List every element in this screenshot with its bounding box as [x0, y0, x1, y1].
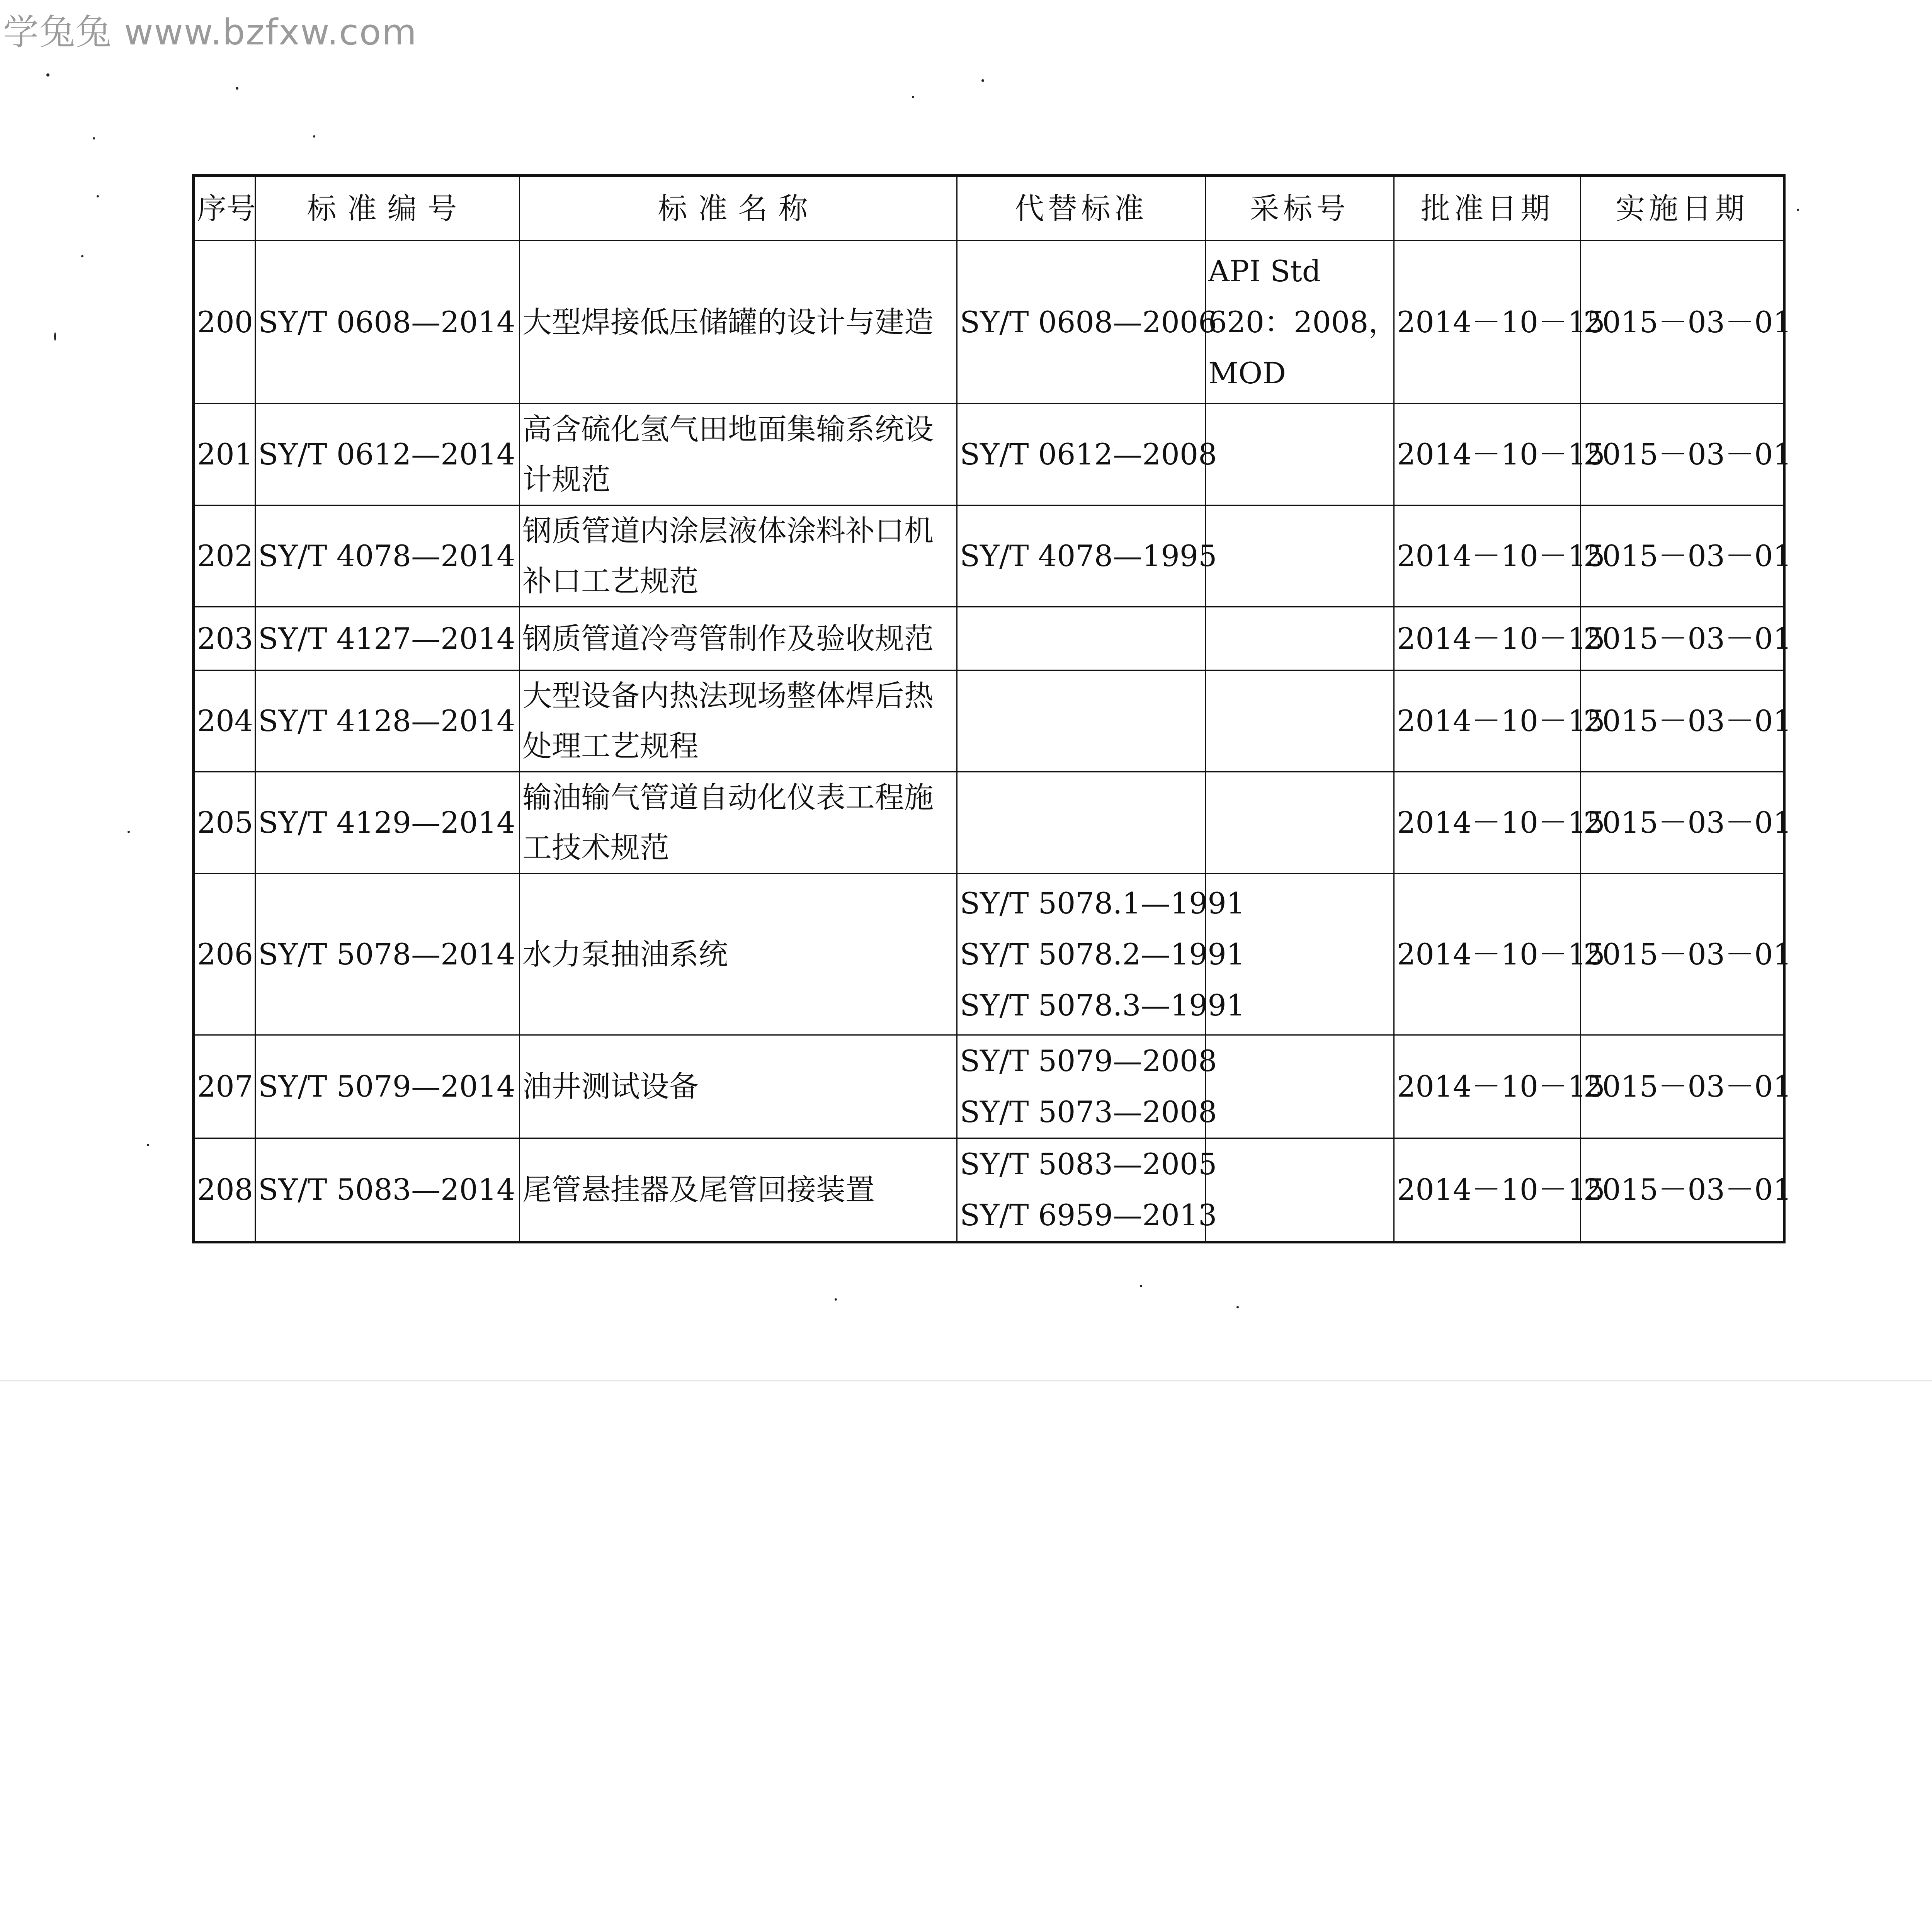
- replaced-standard: [957, 404, 1217, 505]
- replaced-standard: [957, 670, 1206, 772]
- approval-date: 2014－10－15: [1394, 241, 1581, 404]
- table-row: [194, 241, 1784, 404]
- standard-code: SY/T 5083—2014: [255, 1138, 520, 1242]
- table-header-row: [194, 176, 1784, 241]
- scan-speck: [128, 831, 130, 833]
- adopted-standard: [1206, 772, 1394, 874]
- scan-speck: [236, 87, 238, 90]
- replaced-standard-item: SY/T 5083—2005: [960, 1147, 1217, 1181]
- effective-date: 2015－03－01: [1581, 772, 1784, 874]
- effective-date: 2015－03－01: [1581, 670, 1784, 772]
- standard-name: 钢质管道内涂层液体涂料补口机补口工艺规范: [520, 505, 957, 607]
- adopted-standard: [1206, 404, 1394, 505]
- standard-name: 大型设备内热法现场整体焊后热处理工艺规程: [520, 670, 957, 772]
- approval-date: 2014－10－15: [1394, 1138, 1581, 1242]
- standard-code: SY/T 4127—2014: [255, 607, 520, 670]
- row-number: 205: [194, 772, 255, 874]
- effective-date: 2015－03－01: [1581, 404, 1784, 505]
- adopted-standard-line: 620：2008，: [1208, 304, 1398, 339]
- effective-date: 2015－03－01: [1581, 241, 1784, 404]
- table-row: [194, 404, 1784, 505]
- standard-name: 大型焊接低压储罐的设计与建造: [520, 241, 957, 404]
- adopted-standard: [1206, 607, 1394, 670]
- replaced-standard: [957, 607, 1206, 670]
- standard-name: 尾管悬挂器及尾管回接装置: [520, 1138, 957, 1242]
- standard-name: 输油输气管道自动化仪表工程施工技术规范: [520, 772, 957, 874]
- replaced-standard-item: SY/T 5079—2008: [960, 1044, 1217, 1078]
- table-row: [194, 874, 1784, 1035]
- replaced-standard-item: SY/T 5078.2—1991: [960, 937, 1245, 971]
- standard-name: 高含硫化氢气田地面集输系统设计规范: [520, 404, 957, 505]
- replaced-standard-item: SY/T 5078.3—1991: [960, 988, 1245, 1022]
- adopted-standard: [1206, 1035, 1394, 1138]
- row-number: 206: [194, 874, 255, 1035]
- table-row: [194, 607, 1784, 670]
- row-number: 202: [194, 505, 255, 607]
- scan-speck: [147, 1144, 149, 1146]
- effective-date: 2015－03－01: [1581, 607, 1784, 670]
- scan-speck: [54, 332, 56, 341]
- scan-speck: [1236, 1306, 1239, 1308]
- replaced-standard-item: SY/T 5078.1—1991: [960, 886, 1245, 920]
- header-cell: 采标号: [1206, 176, 1394, 241]
- replaced-standard: [957, 1035, 1217, 1138]
- header-cell: 代替标准: [957, 176, 1206, 241]
- scan-speck: [313, 135, 315, 138]
- approval-date: 2014－10－15: [1394, 505, 1581, 607]
- standard-code: SY/T 5079—2014: [255, 1035, 520, 1138]
- scan-speck: [81, 255, 83, 257]
- effective-date: 2015－03－01: [1581, 1138, 1784, 1242]
- replaced-standard-item: SY/T 0608—2006: [960, 304, 1217, 339]
- row-number: 200: [194, 241, 255, 404]
- scan-speck: [1140, 1285, 1142, 1287]
- scan-speck: [912, 96, 914, 98]
- adopted-standard: [1206, 241, 1398, 404]
- standard-code: SY/T 0608—2014: [255, 241, 520, 404]
- replaced-standard: [957, 874, 1245, 1035]
- scan-speck: [981, 79, 984, 82]
- standard-code: SY/T 4078—2014: [255, 505, 520, 607]
- adopted-standard: [1206, 670, 1394, 772]
- standard-code: SY/T 4129—2014: [255, 772, 520, 874]
- standard-name: 油井测试设备: [520, 1035, 957, 1138]
- replaced-standard: [957, 772, 1206, 874]
- scan-speck: [1797, 209, 1799, 211]
- header-cell: 标准编号: [255, 176, 520, 241]
- standard-code: SY/T 0612—2014: [255, 404, 520, 505]
- approval-date: 2014－10－15: [1394, 670, 1581, 772]
- scan-speck: [93, 137, 95, 139]
- watermark-text: 学兔兔 www.bzfxw.com: [3, 12, 417, 53]
- scan-page-edge: [0, 1380, 1932, 1381]
- standard-code: SY/T 5078—2014: [255, 874, 520, 1035]
- approval-date: 2014－10－15: [1394, 607, 1581, 670]
- adopted-standard-line: API Std: [1208, 253, 1321, 288]
- row-number: 207: [194, 1035, 255, 1138]
- row-number: 204: [194, 670, 255, 772]
- header-cell: 序号: [194, 176, 255, 241]
- replaced-standard: [957, 241, 1217, 404]
- replaced-standard: [957, 1138, 1217, 1242]
- header-cell: 标准名称: [520, 176, 957, 241]
- replaced-standard-item: SY/T 5073—2008: [960, 1095, 1217, 1129]
- adopted-standard: [1206, 1138, 1394, 1242]
- scan-speck: [97, 195, 99, 197]
- adopted-standard-line: MOD: [1208, 355, 1286, 390]
- table-row: [194, 772, 1784, 874]
- standard-name: 水力泵抽油系统: [520, 874, 957, 1035]
- table-row: [194, 1035, 1784, 1138]
- table-row: [194, 1138, 1784, 1242]
- scan-speck: [46, 73, 49, 77]
- effective-date: 2015－03－01: [1581, 1035, 1784, 1138]
- standard-name: 钢质管道冷弯管制作及验收规范: [520, 607, 957, 670]
- standards-table: [192, 174, 1792, 1243]
- replaced-standard-item: SY/T 4078—1995: [960, 539, 1217, 573]
- table-row: [194, 670, 1784, 772]
- effective-date: 2015－03－01: [1581, 874, 1784, 1035]
- approval-date: 2014－10－15: [1394, 1035, 1581, 1138]
- row-number: 203: [194, 607, 255, 670]
- standard-code: SY/T 4128—2014: [255, 670, 520, 772]
- header-cell: 实施日期: [1581, 176, 1784, 241]
- replaced-standard: [957, 505, 1217, 607]
- approval-date: 2014－10－15: [1394, 874, 1581, 1035]
- approval-date: 2014－10－15: [1394, 404, 1581, 505]
- scan-speck: [835, 1298, 837, 1301]
- approval-date: 2014－10－15: [1394, 772, 1581, 874]
- effective-date: 2015－03－01: [1581, 505, 1784, 607]
- header-cell: 批准日期: [1394, 176, 1581, 241]
- row-number: 208: [194, 1138, 255, 1242]
- row-number: 201: [194, 404, 255, 505]
- adopted-standard: [1206, 505, 1394, 607]
- table-row: [194, 505, 1784, 607]
- replaced-standard-item: SY/T 0612—2008: [960, 437, 1217, 471]
- replaced-standard-item: SY/T 6959—2013: [960, 1198, 1217, 1232]
